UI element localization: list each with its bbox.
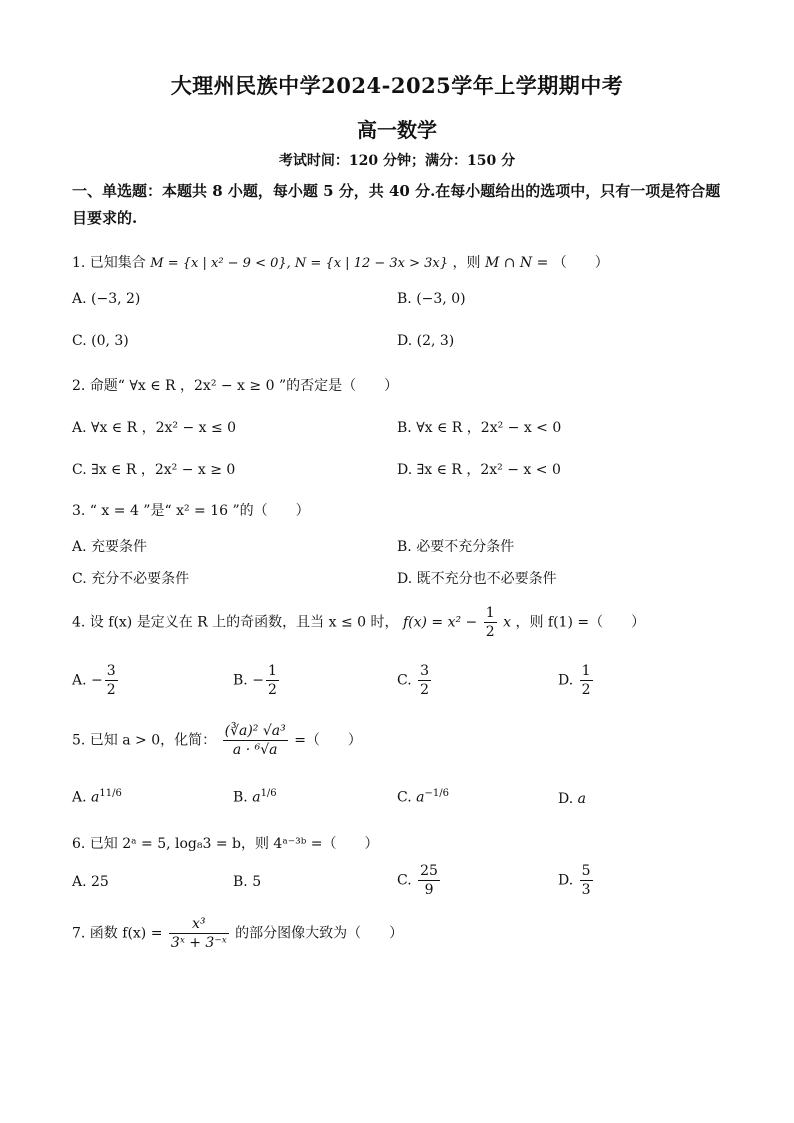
- q5-option-a-base: a: [91, 789, 100, 806]
- q5-option-c-label: C.: [397, 789, 412, 806]
- q4-option-c-num: 3: [420, 663, 430, 679]
- q6-option-c-label: C.: [397, 872, 412, 889]
- q1-option-a: A. (−3, 2): [72, 291, 141, 307]
- q5-option-c-exp: −1/6: [424, 788, 449, 799]
- q5-numerator: (∛a)² √a³: [224, 723, 286, 739]
- q4-option-a-label: A.: [72, 672, 87, 689]
- q4-option-a-fraction: [105, 662, 118, 699]
- q4-option-a: [72, 662, 120, 699]
- q4-option-d-num: 1: [581, 663, 591, 679]
- q4-half-den: 2: [485, 624, 495, 640]
- q3-option-b: B. 必要不充分条件: [397, 539, 515, 555]
- q6-option-b: B. 5: [233, 874, 262, 890]
- q1-paren: （ ）: [552, 255, 609, 271]
- q5-option-c-base: a: [416, 789, 425, 806]
- q5-option-d-base: a: [577, 791, 586, 807]
- q6-option-d-num: 5: [581, 863, 591, 879]
- q5-option-a: [72, 788, 122, 806]
- q4-option-b: [233, 662, 281, 699]
- q3-option-d: D. 既不充分也不必要条件: [397, 571, 557, 587]
- q5-option-d: [558, 791, 586, 807]
- q6-option-c-fraction: [418, 862, 440, 899]
- q5-option-b-base: a: [252, 789, 261, 806]
- q6-option-a: A. 25: [72, 874, 109, 890]
- q5-option-d-label: D.: [558, 791, 574, 807]
- question-3: 3. “ x = 4 ”是“ x² = 16 ”的（ ）: [72, 503, 310, 519]
- q6-option-d-fraction: [580, 862, 593, 899]
- exam-title: 大理州民族中学2024-2025学年上学期期中考: [170, 73, 624, 98]
- q4-option-a-sign: −: [91, 672, 103, 689]
- q2-option-b: B. ∀x ∈ R ，2x² − x < 0: [397, 420, 562, 436]
- q7-prefix: 7. 函数 f(x) =: [72, 925, 163, 942]
- q4-half-num: 1: [485, 605, 495, 621]
- q3-option-a: A. 充要条件: [72, 539, 148, 555]
- q2-option-a: A. ∀x ∈ R ，2x² − x ≤ 0: [72, 420, 237, 436]
- q6-option-c-num: 25: [420, 863, 438, 879]
- q7-suffix: 的部分图像大致为（ ）: [235, 925, 404, 942]
- q4-option-b-num: 1: [267, 663, 277, 679]
- q5-option-b-exp: 1/6: [260, 788, 277, 799]
- q1-option-b: B. (−3, 0): [397, 291, 466, 307]
- q4-option-b-label: B.: [233, 672, 248, 689]
- q4-option-c-fraction: [418, 662, 431, 699]
- q2-option-d: D. ∃x ∈ R ，2x² − x < 0: [397, 462, 561, 478]
- q4-option-b-fraction: [266, 662, 279, 699]
- q1-option-d: D. (2, 3): [397, 333, 455, 349]
- question-6: 6. 已知 2ᵃ = 5, log₈3 = b，则 4ᵃ⁻³ᵇ =（ ）: [72, 836, 379, 852]
- question-7: [72, 915, 403, 952]
- q4-option-d-fraction: [580, 662, 593, 699]
- q6-option-d-den: 3: [581, 882, 591, 898]
- q1-prefix: 1. 已知集合: [72, 255, 146, 271]
- q5-denominator: a · ⁶√a: [232, 742, 278, 758]
- q1-expr: M ∩ N =: [484, 255, 549, 271]
- q5-option-a-label: A.: [72, 789, 87, 806]
- q1-suffix: ，则: [452, 255, 481, 271]
- q6-option-c: [397, 862, 442, 899]
- q4-option-c-den: 2: [420, 682, 430, 698]
- q4-option-b-sign: −: [252, 672, 264, 689]
- q5-option-b: [233, 788, 277, 806]
- q4-option-c-label: C.: [397, 672, 412, 689]
- question-4: [72, 604, 645, 641]
- q4-tail-x: x: [503, 614, 511, 631]
- q5-prefix: 5. 已知 a > 0，化简：: [72, 732, 217, 749]
- q5-suffix: =（ ）: [294, 732, 362, 749]
- q6-option-c-den: 9: [424, 882, 434, 898]
- exam-info: 考试时间：120 分钟；满分：150 分: [278, 153, 516, 169]
- q7-numerator: x³: [169, 915, 229, 934]
- q4-fx: f(x) = x² −: [402, 614, 478, 631]
- q4-option-b-den: 2: [267, 682, 277, 698]
- q1-sets: M = {x | x² − 9 < 0}, N = {x | 12 − 3x > 3x}: [150, 256, 449, 271]
- q5-option-a-exp: 11/6: [99, 788, 122, 799]
- q4-option-d: [558, 662, 595, 699]
- q1-option-c: C. (0, 3): [72, 333, 129, 349]
- question-2: 2. 命题“ ∀x ∈ R ，2x² − x ≥ 0 ”的否定是（ ）: [72, 378, 399, 394]
- question-1: [72, 252, 609, 272]
- q5-option-c: [397, 788, 449, 806]
- q4-suffix: ，则 f(1) =（ ）: [515, 614, 646, 631]
- q3-option-c: C. 充分不必要条件: [72, 571, 190, 587]
- q4-half-fraction: [484, 604, 497, 641]
- q2-option-c: C. ∃x ∈ R ，2x² − x ≥ 0: [72, 462, 236, 478]
- q4-option-a-den: 2: [106, 682, 116, 698]
- q7-fraction: [169, 915, 229, 952]
- q7-denominator: 3ˣ + 3⁻ˣ: [170, 935, 227, 951]
- q6-option-d: [558, 862, 595, 899]
- q6-option-d-label: D.: [558, 872, 574, 889]
- q4-option-c: [397, 662, 433, 699]
- exam-subject: 高一数学: [357, 118, 437, 142]
- q4-option-a-num: 3: [106, 663, 116, 679]
- q4-option-d-den: 2: [581, 682, 591, 698]
- q5-fraction: [223, 722, 288, 759]
- q4-prefix: 4. 设 f(x) 是定义在 R 上的奇函数，且当 x ≤ 0 时，: [72, 614, 399, 631]
- q4-option-d-label: D.: [558, 672, 574, 689]
- q5-option-b-label: B.: [233, 789, 248, 806]
- question-5: [72, 722, 362, 759]
- section-heading: 一、单选题：本题共 8 小题，每小题 5 分，共 40 分.在每小题给出的选项中，只有一项是符合题目要求的.: [72, 182, 721, 227]
